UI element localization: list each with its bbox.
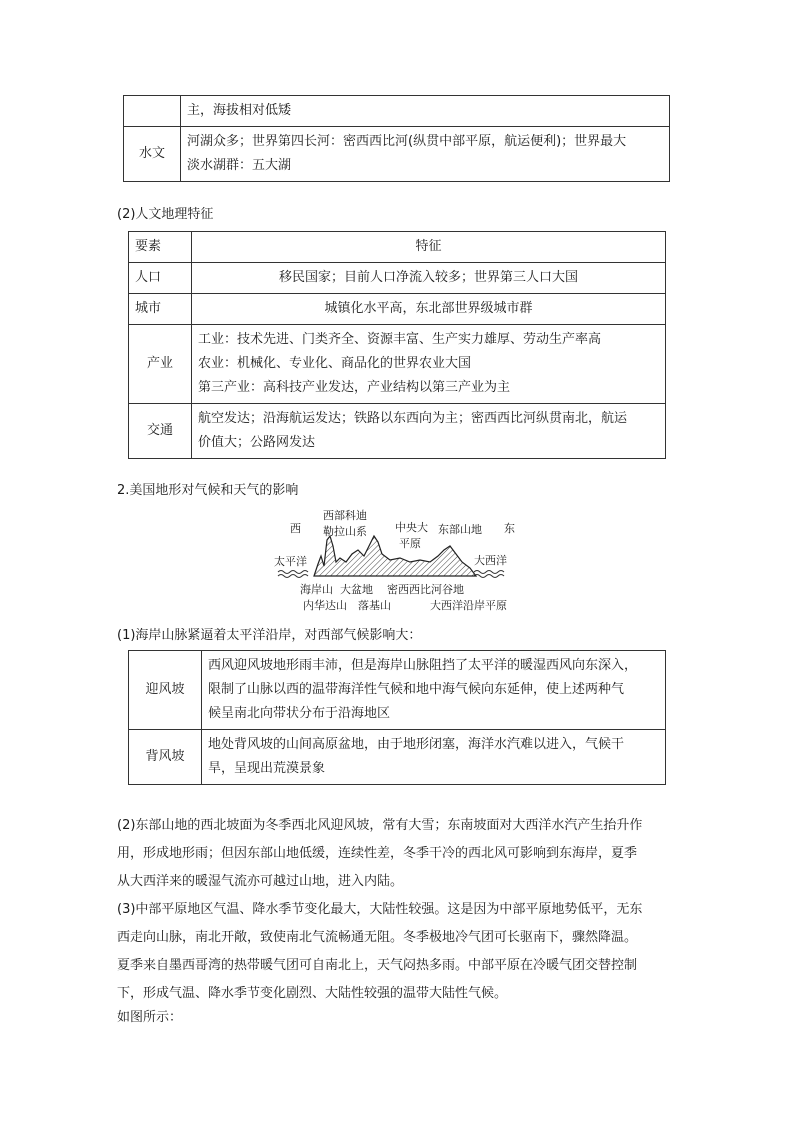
label-east: 东 (504, 522, 515, 535)
row-content: 城镇化水平高，东北部世界级城市群 (192, 294, 666, 325)
label-mississippi: 密西西比河谷地 (387, 583, 464, 596)
row-content: 西风迎风坡地形雨丰沛，但是海岸山脉阻挡了太平洋的暖湿西风向东深入， 限制了山脉以西的温带海洋性气候和地中海气候向东延伸，使上述两种气 候呈南北向带状分布于沿海地区 (202, 651, 666, 730)
row-label: 城市 (129, 294, 192, 325)
table-header-row (129, 232, 666, 263)
terrain-profile-diagram (270, 506, 530, 618)
row-content: 地处背风坡的山间高原盆地，由于地形闭塞，海洋水汽难以进入，气候干 旱，呈现出荒漠景象 (202, 730, 666, 785)
row-content: 工业：技术先进、门类齐全、资源丰富、生产实力雄厚、劳动生产率高 农业：机械化、专业化、商品化的世界农业大国 第三产业：高科技产业发达，产业结构以第三产业为主 (192, 325, 666, 404)
column-header: 要素 (129, 232, 192, 263)
label-sierra: 内华达山 (303, 599, 347, 612)
table-row (129, 263, 666, 294)
row-label: 水文 (124, 127, 181, 182)
label-coastal-plain: 大西洋沿岸平原 (430, 599, 507, 612)
paragraph-central-plain: (3)中部平原地区气温、降水季节变化最大，大陆性较强。这是因为中部平原地势低平，无东 西走向山脉，南北开敞，致使南北气流畅通无阻。冬季极地冷气团可长驱南下，骤然降温。 夏季来自墨西哥湾的热带暖气团可自南北上，天气闷热多雨。中部平原在冷暖气团交替控制 下，形成气温、降水季节变化剧烈、大陆性较强的温带大陆性气候。 (117, 902, 643, 1001)
row-label: 人口 (129, 263, 192, 294)
row-label (124, 96, 181, 127)
label-atlantic: 大西洋 (474, 554, 507, 567)
label-pacific: 太平洋 (274, 555, 307, 568)
table-row (129, 294, 666, 325)
label-rockies-2: 勒拉山系 (323, 525, 367, 538)
label-coast-range: 海岸山 (300, 583, 333, 596)
label-central-2: 平原 (399, 537, 421, 550)
table-row (129, 404, 666, 459)
table-row (129, 651, 666, 730)
section-heading-terrain: 2.美国地形对气候和天气的影响 (117, 483, 299, 498)
row-content: 主，海拔相对低矮 (181, 96, 670, 127)
row-label: 交通 (129, 404, 192, 459)
paragraph-eastern-mountains: (2)东部山地的西北坡面为冬季西北风迎风坡，常有大雪；东南坡面对大西洋水汽产生抬升作 用，形成地形雨；但因东部山地低缓，连续性差，冬季干冷的西北风可影响到东海岸，夏季 从大西洋来的暖湿气流亦可越过山地，进入内陆。 (117, 818, 643, 889)
table-row (124, 96, 670, 127)
table-row (129, 325, 666, 404)
atlantic-wave-icon (474, 571, 504, 574)
label-west: 西 (290, 522, 301, 535)
pacific-wave-icon (278, 575, 308, 578)
slope-climate-table (128, 650, 666, 785)
label-rocky: 落基山 (358, 599, 391, 612)
section-heading-human: (2)人文地理特征 (117, 207, 214, 222)
row-label: 背风坡 (129, 730, 202, 785)
row-label: 产业 (129, 325, 192, 404)
label-eastern-mountains: 东部山地 (438, 523, 482, 536)
section-heading-climate: (1)海岸山脉紧逼着太平洋沿岸，对西部气候影响大： (117, 628, 422, 643)
paragraph-as-shown: 如图所示： (117, 1010, 183, 1025)
row-content: 河湖众多；世界第四长河：密西西比河(纵贯中部平原，航运便利)；世界最大 淡水湖群：五大湖 (181, 127, 670, 182)
row-content: 航空发达；沿海航运发达；铁路以东西向为主；密西西比河纵贯南北，航运 价值大；公路网发达 (192, 404, 666, 459)
pacific-wave-icon (278, 571, 308, 574)
human-features-table (128, 231, 666, 459)
label-rockies-1: 西部科迪 (323, 509, 367, 522)
physical-features-table (123, 95, 670, 182)
label-central-1: 中央大 (395, 521, 428, 534)
table-row (124, 127, 670, 182)
atlantic-wave-icon (474, 575, 504, 578)
row-label: 迎风坡 (129, 651, 202, 730)
label-great-basin: 大盆地 (340, 583, 373, 596)
row-content: 移民国家；目前人口净流入较多；世界第三人口大国 (192, 263, 666, 294)
terrain-profile (314, 536, 476, 576)
column-header: 特征 (192, 232, 666, 263)
table-row (129, 730, 666, 785)
